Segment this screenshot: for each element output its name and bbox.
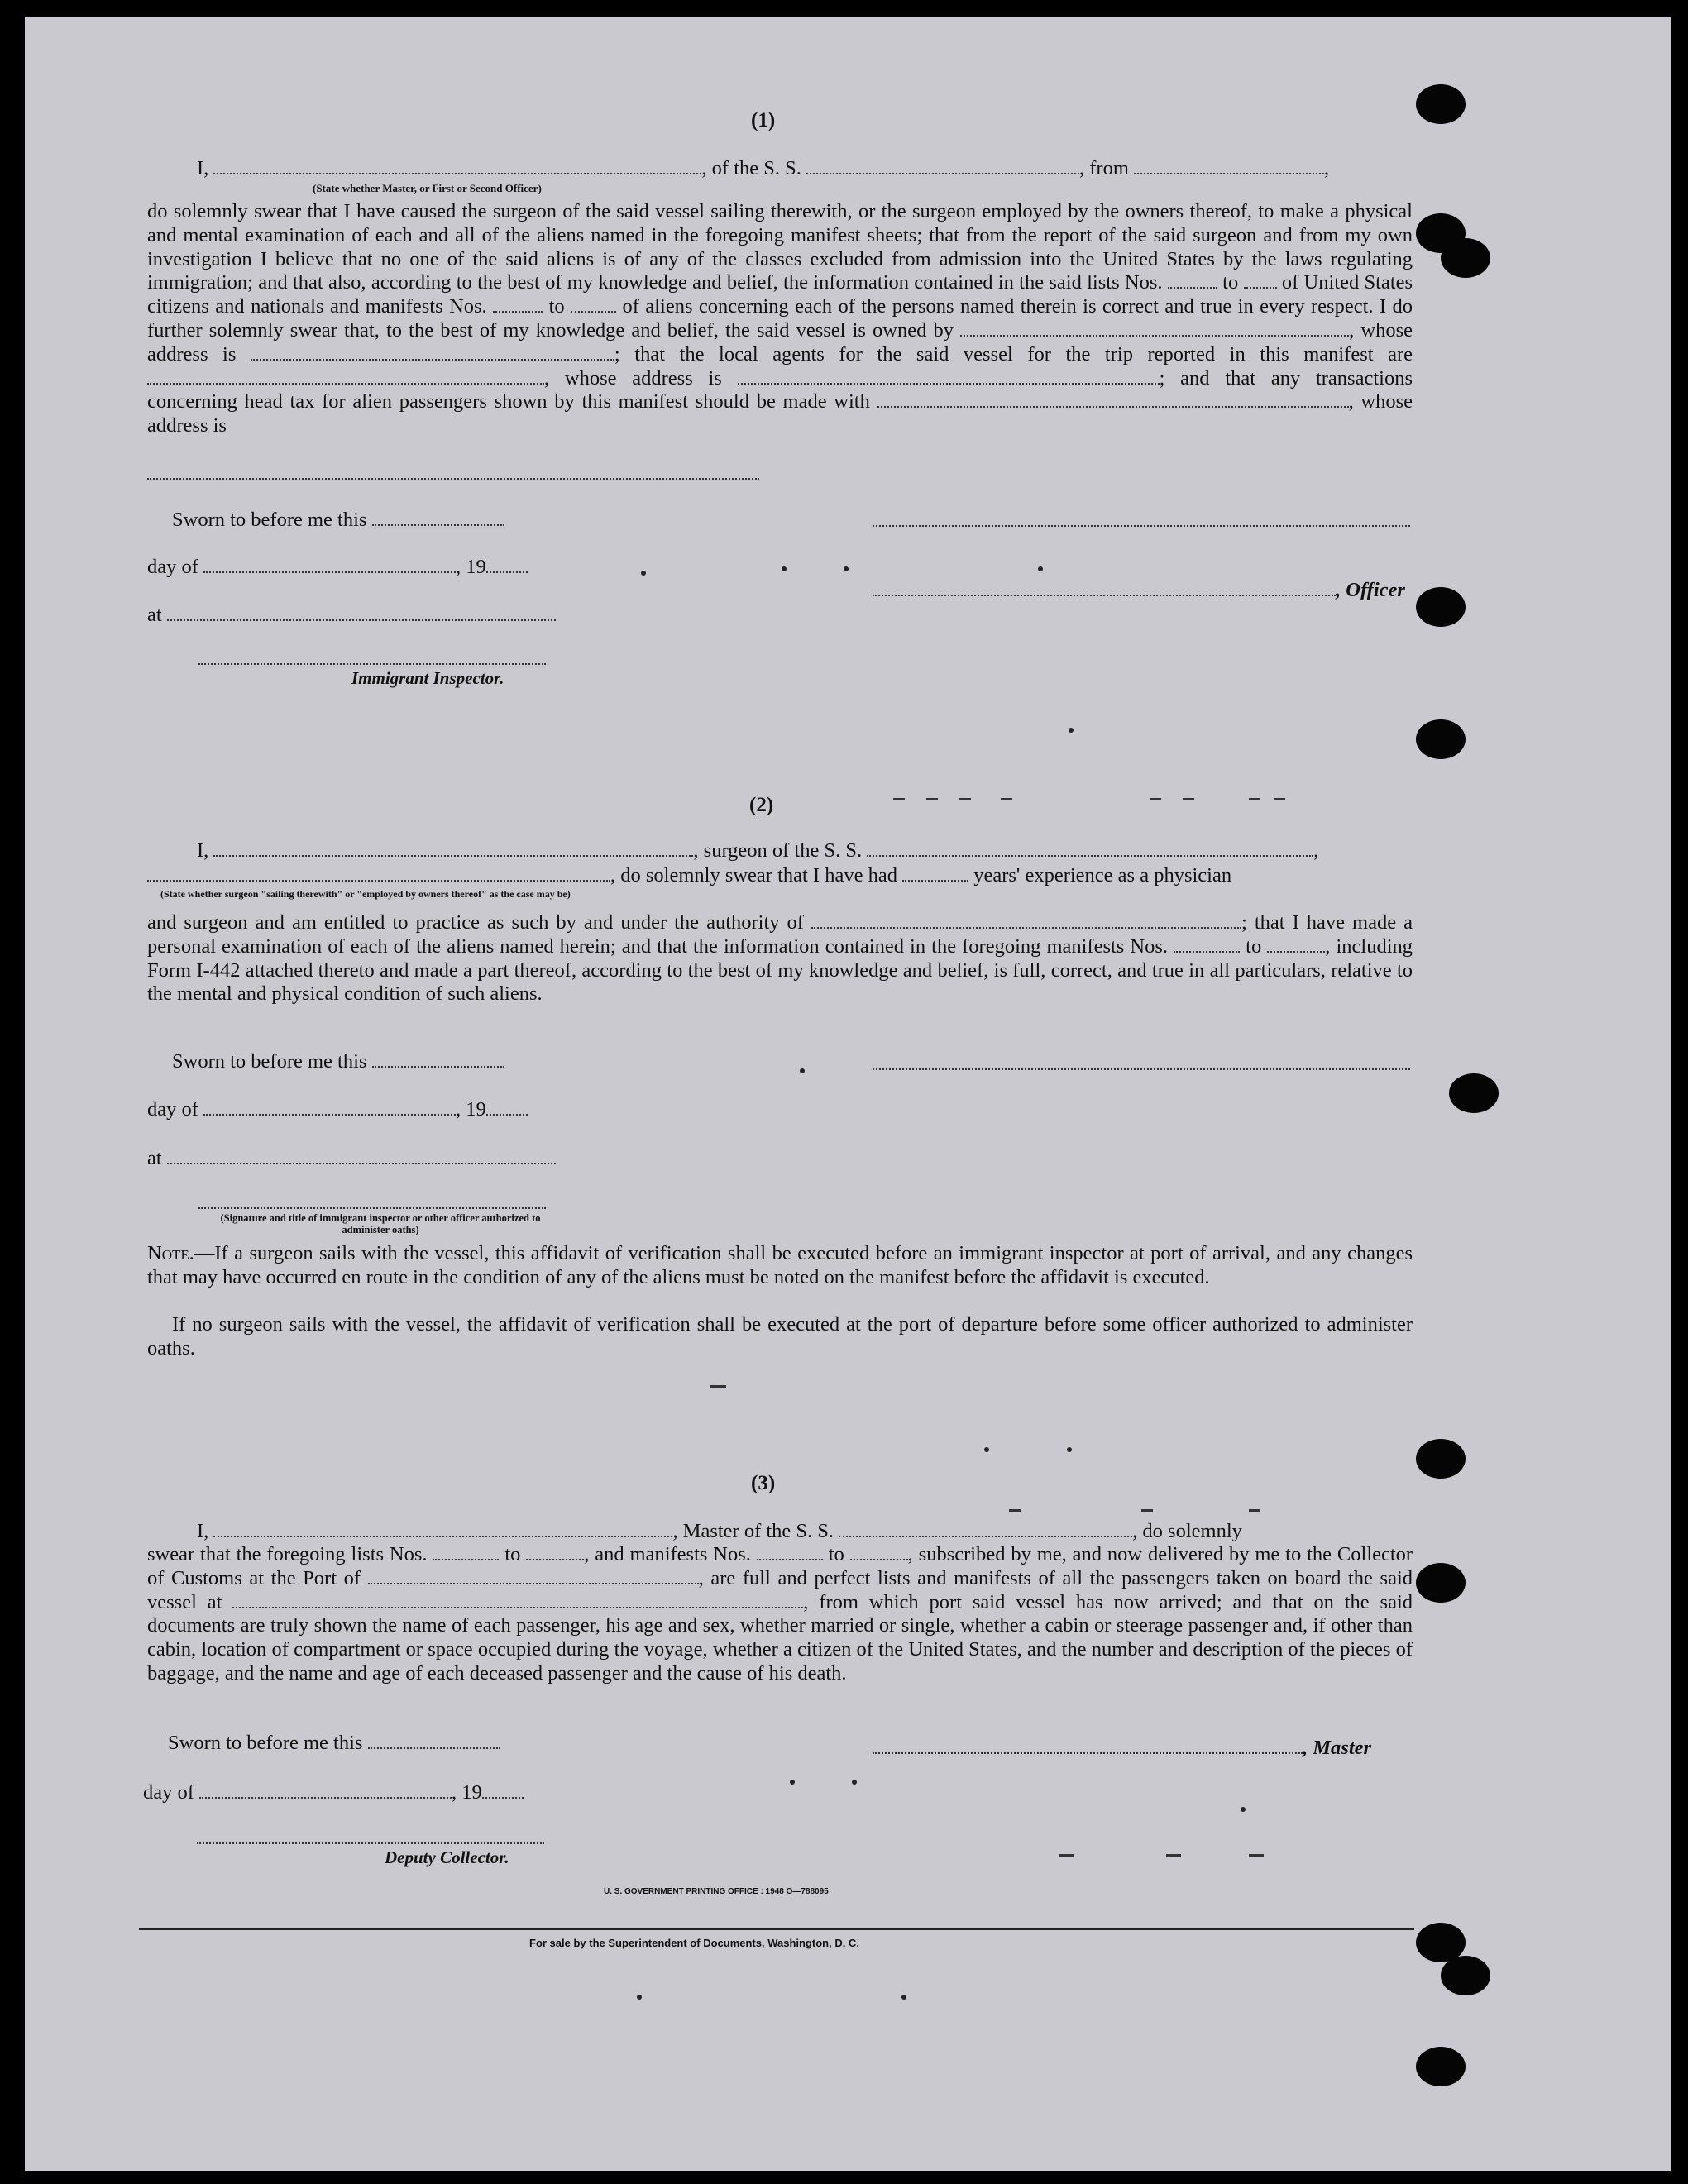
- section-2-body: and surgeon and am entitled to practice as such by and under the authority of ; that I have made a personal examination of each of the aliens named herein; and that the information contained in the foregoing manifests Nos. to , including Form I-442 attached thereto and made a part thereof, according to the best of my knowledge and belief, is full, correct, and true in all particulars, relative to the mental and physical condition of such aliens.: [147, 911, 1413, 1006]
- deputy-collector-label: Deputy Collector.: [385, 1847, 509, 1867]
- section-2-at: at: [147, 1147, 556, 1170]
- s3-sworn-date-field[interactable]: [368, 1732, 500, 1749]
- master-name-field[interactable]: [213, 1521, 672, 1537]
- officer-label: , Officer: [1336, 579, 1405, 601]
- years-experience-field[interactable]: [902, 865, 968, 882]
- punch-hole: [1449, 1073, 1499, 1113]
- bleed-mark: [710, 1385, 726, 1388]
- inspector-signature-line[interactable]: [198, 663, 546, 665]
- section-3-body: swear that the foregoing lists Nos. to , and manifests Nos. to , subscribed by me, and now delivered by me to the Collector of Customs at the Port of , are full and perfect lists and manifests of all the passengers taken on board the said vessel at , from which port said vessel has now arrived; and that on the said documents are truly shown the name of each passenger, his age and sex, whether married or single, whether a cabin or steerage passenger and, if other than cabin, location of compartment or space occupied during the voyage, whether a citizen of the United States, and the number and description of the pieces of baggage, and the name and age of each deceased passenger and the cause of his death.: [147, 1543, 1413, 1685]
- bleed-mark: [1183, 798, 1194, 800]
- s3-manifests-to-field[interactable]: [850, 1544, 908, 1560]
- year-field[interactable]: [486, 557, 528, 573]
- bleed-mark: [1274, 798, 1285, 800]
- s2-day-month-field[interactable]: [203, 1099, 456, 1116]
- section-3-day-of: day of , 19: [143, 1781, 524, 1804]
- section-1-whose-1: , whose address is: [147, 318, 1413, 366]
- collector-signature-line[interactable]: [197, 1842, 544, 1844]
- bleed-mark: [641, 571, 646, 576]
- bleed-mark: [1241, 1807, 1246, 1812]
- section-1-text-3: of aliens concerning each of the persons named therein is correct and true in every respect. I do further solemnly swear that, to the best of my knowledge and belief, the said vessel is owned by: [147, 295, 1413, 342]
- contact-address-line[interactable]: [147, 478, 759, 480]
- bleed-mark: [790, 1780, 795, 1785]
- s3-lists-from-field[interactable]: [433, 1544, 499, 1560]
- vessel-name-field[interactable]: [806, 158, 1079, 174]
- bleed-mark: [1038, 566, 1043, 571]
- section-1-text-2: of United States citizens and nationals and manifests Nos.: [147, 271, 1413, 318]
- section-1-to-2: to: [548, 295, 565, 318]
- s3-year-field[interactable]: [482, 1782, 524, 1799]
- inspector-label: Immigrant Inspector.: [351, 668, 504, 688]
- section-2-day-of: day of , 19: [147, 1098, 528, 1121]
- punch-hole: [1416, 2047, 1466, 2086]
- punch-hole: [1416, 1563, 1466, 1603]
- section-1-sworn: Sworn to before me this: [172, 509, 504, 532]
- section-1-text-1: do solemnly swear that I have caused the surgeon of the said vessel sailing therewith, or the surgeon employed by the owners thereof, to make a physical and mental examination of each and all of the aliens named in the foregoing manifest sheets; that from the report of the said surgeon and from my own investigation I believe that no one of the said aliens is of any of the classes excluded from admission into the United States by the laws regulating immigration; and that also, according to the best of my knowledge and belief, the information contained in the said lists Nos.: [147, 200, 1413, 294]
- label-i: I,: [197, 157, 209, 179]
- bleed-mark: [959, 798, 971, 800]
- bleed-mark: [1067, 1447, 1072, 1452]
- practice-authority-field[interactable]: [811, 912, 1241, 929]
- lists-from-field[interactable]: [1168, 272, 1217, 289]
- footer-rule: [139, 1928, 1414, 1930]
- embark-port-field[interactable]: [232, 1592, 803, 1608]
- section-2-line-1: I, , surgeon of the S. S. ,: [197, 839, 1319, 862]
- signature-title-note: (Signature and title of immigrant inspector or other officer authorized to administer oaths): [220, 1212, 541, 1235]
- section-1-text-5: whose address is: [564, 366, 722, 389]
- manifests-from-field[interactable]: [493, 296, 543, 313]
- section-3-sworn: Sworn to before me this: [168, 1732, 500, 1755]
- label-of-ss: , of the S. S.: [701, 157, 801, 179]
- section-1-at: at: [147, 604, 556, 627]
- bleed-mark: [1249, 798, 1260, 800]
- master-signature-field[interactable]: [873, 1737, 1303, 1754]
- surgeon-status-note: (State whether surgeon "sailing therewith" or "employed by owners thereof" as the case may be): [160, 888, 571, 900]
- s3-manifests-from-field[interactable]: [757, 1544, 823, 1560]
- punch-hole: [1416, 84, 1466, 124]
- bleed-mark: [852, 1780, 857, 1785]
- local-agents-field[interactable]: [147, 368, 544, 385]
- section-3-line-1: I, , Master of the S. S. , do solemnly: [197, 1520, 1242, 1542]
- section-1-day-of: day of , 19: [147, 556, 528, 579]
- s3-lists-to-field[interactable]: [526, 1544, 584, 1560]
- bleed-mark: [1069, 728, 1074, 733]
- manifests-to-field[interactable]: [571, 296, 616, 313]
- vessel-owner-field[interactable]: [960, 320, 1349, 337]
- label-from: , from: [1079, 157, 1129, 179]
- officer-signature-field[interactable]: [873, 580, 1336, 596]
- s2-sworn-date-field[interactable]: [372, 1051, 504, 1068]
- section-2-number: (2): [749, 794, 774, 816]
- bleed-mark: [984, 1447, 989, 1452]
- at-place-field[interactable]: [167, 605, 556, 621]
- section-1-text-4: that the local agents for the said vessel for the trip reported in this manifest are: [634, 342, 1413, 366]
- owner-address-field[interactable]: [251, 344, 614, 361]
- manifest-back-page: [25, 17, 1671, 2171]
- officer-rank-field[interactable]: [213, 158, 701, 174]
- bleed-mark: [1059, 1854, 1074, 1857]
- agents-address-field[interactable]: [738, 368, 1160, 385]
- officer-rank-note: (State whether Master, or First or Second Officer): [313, 182, 542, 194]
- section-1-text-6: ; and that any transactions concerning head tax for alien passengers shown by this manifest should be made with: [147, 366, 1413, 413]
- section-1-whose-2: , whose address is: [147, 390, 1413, 437]
- head-tax-contact-field[interactable]: [877, 391, 1349, 408]
- officer-signature-line-upper[interactable]: [873, 525, 1410, 527]
- punch-hole: [1416, 587, 1466, 627]
- gpo-imprint: U. S. GOVERNMENT PRINTING OFFICE : 1948 O—788095: [604, 1887, 829, 1896]
- section-2-sworn: Sworn to before me this: [172, 1050, 504, 1073]
- bleed-mark: [1009, 1509, 1021, 1512]
- customs-port-field[interactable]: [368, 1568, 699, 1584]
- punch-hole: [1416, 719, 1466, 759]
- s2-at-place-field[interactable]: [167, 1148, 556, 1164]
- section-2-line-2: , do solemnly swear that I have had years' experience as a physician: [147, 864, 1413, 887]
- bleed-mark: [926, 798, 938, 800]
- section-1-line-1: I, , of the S. S. , from ,: [197, 157, 1330, 179]
- bleed-mark: [893, 798, 905, 800]
- punch-hole: [1441, 1956, 1490, 1995]
- sworn-date-field[interactable]: [372, 509, 504, 526]
- surgeon-vessel-field[interactable]: [867, 840, 1313, 857]
- s3-day-month-field[interactable]: [199, 1782, 452, 1799]
- bleed-mark: [1150, 798, 1161, 800]
- bleed-mark: [1249, 1854, 1264, 1857]
- sale-notice: For sale by the Superintendent of Documents, Washington, D. C.: [529, 1937, 859, 1949]
- section-1-body: do solemnly swear that I have caused the surgeon of the said vessel sailing therewith, or the surgeon employed by the owners thereof, to make a physical and mental examination of each and all of the aliens named in the foregoing manifest sheets; that from the report of the said surgeon and from my own investigation I believe that no one of the said aliens is of any of the classes excluded from admission into the United States by the laws regulating immigration; and that also, according to the best of my knowledge and belief, the information contained in the said lists Nos. to of United States citizens and nationals and manifests Nos. to of aliens concerning each of the persons named therein is correct and true in every respect. I do further solemnly swear that, to the best of my knowledge and belief, the said vessel is owned by , whose address is ; that the local agents for the said vessel for the trip reported in this manifest are , whose address is ; and that any transactions concerning head tax for alien passengers shown by this manifest should be made with , whose address is: [147, 200, 1413, 437]
- section-1-officer: [873, 579, 1405, 602]
- day-month-field[interactable]: [203, 557, 456, 573]
- s2-year-field[interactable]: [486, 1099, 528, 1116]
- section-2-note: Note.—If a surgeon sails with the vessel, this affidavit of verification shall be executed before an immigrant inspector at port of arrival, and any changes that may have occurred en route in the condition of any of the aliens must be noted on the manifest before the affidavit is executed.: [147, 1242, 1413, 1288]
- note-label: Note.: [147, 1242, 194, 1264]
- section-1-number: (1): [751, 109, 776, 131]
- bleed-mark: [800, 1068, 805, 1073]
- bleed-mark: [1141, 1509, 1153, 1512]
- s2-manifests-to-field[interactable]: [1267, 936, 1325, 953]
- section-2-note-2: If no surgeon sails with the vessel, the affidavit of verification shall be executed at the port of departure before some officer authorized to administer oaths.: [147, 1313, 1413, 1360]
- section-3-number: (3): [751, 1472, 776, 1494]
- bleed-mark: [782, 566, 787, 571]
- bleed-mark: [637, 1995, 642, 2000]
- bleed-mark: [844, 566, 849, 571]
- punch-hole: [1441, 238, 1490, 278]
- s2-manifests-from-field[interactable]: [1174, 936, 1240, 953]
- from-port-field[interactable]: [1134, 158, 1324, 174]
- bleed-mark: [1249, 1509, 1260, 1512]
- section-1-to-1: to: [1222, 271, 1239, 294]
- surgeon-status-field[interactable]: [147, 865, 610, 882]
- punch-hole: [1416, 1439, 1466, 1479]
- bleed-mark: [1166, 1854, 1181, 1857]
- surgeon-name-field[interactable]: [213, 840, 693, 857]
- bleed-mark: [1001, 798, 1012, 800]
- bleed-mark: [901, 1995, 906, 2000]
- s3-vessel-field[interactable]: [839, 1521, 1132, 1537]
- master-label: , Master: [1303, 1737, 1372, 1759]
- lists-to-field[interactable]: [1244, 272, 1277, 289]
- surgeon-signature-line[interactable]: [873, 1068, 1410, 1070]
- s2-inspector-signature-line[interactable]: [198, 1207, 546, 1209]
- section-3-master: [873, 1737, 1371, 1760]
